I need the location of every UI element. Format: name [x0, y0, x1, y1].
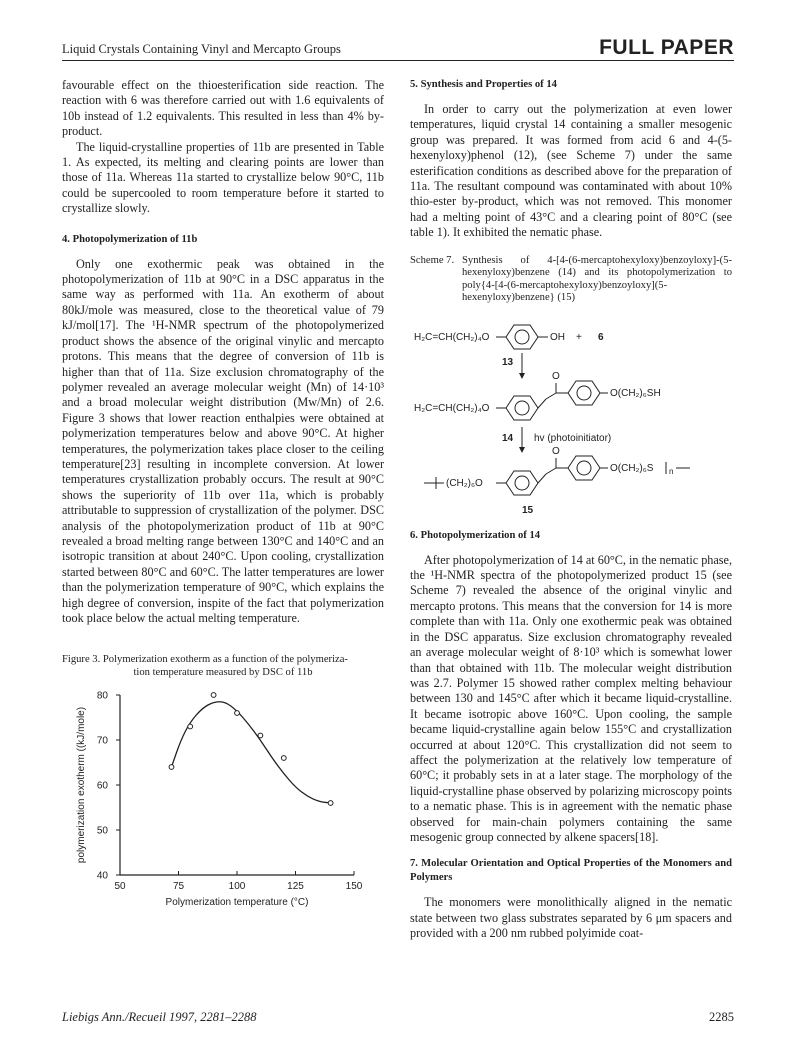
x-tick-label: 150: [345, 881, 363, 893]
x-axis-label: Polymerization temperature (°C): [165, 897, 309, 909]
y-tick-label: 40: [96, 870, 108, 882]
carbonyl-oxygen-polymer: O: [552, 445, 560, 457]
figure-caption-line1: Figure 3. Polymerization exotherm as a function of the polymeriza-: [62, 654, 348, 666]
compound-13-label: 13: [502, 356, 514, 368]
plus-sign: +: [576, 331, 582, 343]
paragraph: The monomers were monolithically aligned in the nematic state between two glass substrates separated by 6 μm spacers and provided with a 200 nm rubbed polyimide coat-: [410, 895, 732, 941]
section-label: FULL PAPER: [599, 36, 734, 59]
section-heading: 6. Photopolymerization of 14: [410, 529, 541, 541]
x-tick-label: 50: [114, 881, 126, 893]
y-tick-label: 50: [96, 825, 108, 837]
data-point: [258, 734, 263, 739]
x-tick-label: 100: [228, 881, 246, 893]
paragraph: favourable effect on the thioesterification side reaction. The reaction with 6 was therefore carried out with 1.6 equivalents of 10b instead of 1.2 equivalents. This resulted in less than 4% by-product.: [62, 78, 384, 139]
reagent-6: 6: [598, 331, 604, 343]
compound-15-label: 15: [522, 504, 534, 516]
page-number: 2285: [709, 1010, 734, 1024]
fit-curve: [171, 702, 330, 803]
paragraph: The liquid-crystalline properties of 11b are presented in Table 1. As expected, its melting and clearing points are lower than those of 11a. Whereas 11a started to crystallize below 90°C, 11b could be supercooled to room temperature before it started to crystallize slowly.: [62, 139, 384, 216]
y-tick-label: 60: [96, 780, 108, 792]
carbonyl-oxygen: O: [552, 370, 560, 382]
monomer-chain-label: H₂C=CH(CH₂)₄O: [414, 402, 490, 414]
exotherm-chart: [62, 683, 384, 915]
data-point: [169, 765, 174, 770]
data-point: [235, 711, 240, 716]
scheme-7-diagram: [410, 313, 732, 523]
header-rule: [62, 60, 734, 61]
figure-caption: [62, 654, 384, 679]
y-axis-label: polymerization exotherm ((kJ/mole): [76, 707, 87, 864]
right-column: [410, 78, 732, 942]
section-heading: 5. Synthesis and Properties of 14: [410, 79, 557, 90]
x-tick-label: 75: [172, 881, 185, 893]
repeat-unit-n: n: [669, 466, 674, 476]
data-point: [328, 801, 333, 806]
data-point: [281, 756, 286, 761]
paragraph: In order to carry out the polymerization at even lower temperatures, liquid crystal 14 containing a smaller mesogenic group was prepared. It was formed from acid 6 and 4-(5-hexenyloxy)phenol (12), (see Scheme 7) under the same esterification conditions as described above for the preparation of 11a. The resultant compound was contaminated with about 10% thio-ester by-product, which was not removed. This monomer had a melting point of 43°C and a clearing point of 80°C (see table 1). It exhibited the nematic phase.: [410, 102, 732, 240]
polymer-chain-label: (CH₂)₆O: [446, 477, 483, 489]
compound-14-label: 14: [502, 432, 514, 444]
paragraph: After photopolymerization of 14 at 60°C, in the nematic phase, the ¹H-NMR spectra of the photopolymerized product 15 (see Scheme 7) revealed the absence of the original vinylic and mercapto protons. This means that the conversion for 14 is more complete than with 11a. Only one exothermic peak was obtained in the DSC apparatus. Size exclusion chromatography revealed an average molecular weight of 8·10³ which is somewhat lower than that obtained with 11b. The molecular weight distribution was 2.7. Polymer 15 showed rather complex melting behaviour between 130 and 145°C after which it became liquid-crystalline. It became isotropic above 160°C. Upon cooling, the sample became liquid-crystalline again below 155°C and crystallization occurred at about 120°C. This crystallization did not seem to affect the polymerization at the relatively low temperature of 60°C; it probably sets in at a later stage. The morphology of the liquid-crystalline phase observed by polarizing microscopy points to a nematic phase. This is in agreement with the nematic phase observed for main-chain polymers containing the same mesogenic group connected by alkene spacers[18].: [410, 552, 732, 844]
scheme-caption-lead: Scheme 7.: [410, 254, 455, 266]
scheme-caption: [410, 255, 732, 305]
figure-caption-line2: tion temperature measured by DSC of 11b: [133, 666, 313, 678]
left-column: [62, 78, 384, 915]
section-heading: 4. Photopolymerization of 11b: [62, 233, 198, 245]
thiol-chain-label: O(CH₂)₆SH: [610, 387, 661, 399]
sulfide-chain-label: O(CH₂)₆S: [610, 462, 654, 474]
journal-citation: Liebigs Ann./Recueil 1997, 2281–2288: [62, 1010, 257, 1024]
scheme-caption-text: Synthesis of 4-[4-(6-mercaptohexyloxy)benzoyloxy]-(5-hexenyloxy)benzene (14) and its photopolymerization to poly{4-[4-(6-mercaptohexyloxy)benzoyloxy](5-hexenyloxy)benzene} (15): [462, 254, 732, 304]
data-point: [211, 693, 216, 698]
running-title: Liquid Crystals Containing Vinyl and Mercapto Groups: [62, 42, 341, 56]
photoinitiator-label: hv (photoinitiator): [534, 432, 612, 444]
y-tick-label: 80: [96, 690, 108, 702]
hydroxyl-label: OH: [550, 331, 565, 343]
paragraph: Only one exothermic peak was obtained in the photopolymerization of 11b at 90°C in a DSC apparatus in the same way as performed with 11a. An exotherm of about 80kJ/mole was measured, close to the theoretical value of 79 kJ/mol[17]. The ¹H-NMR spectrum of the photopolymerized product shows the absence of the original vinylic and mercapto protons. This means that the degree of conversion of 11b is higher than that of 11a. Size exclusion chromatography of the polymer revealed an average molecular weight (Mn) of 14·10³ and a broad molecular weight distribution (Mw/Mn) of 2.6. Figure 3 shows that lower reaction enthalpies were obtained at polymerization temperatures below and above 90°C. At higher temperatures, the polymerization takes place closer to the ceiling temperature[23] resulting in incomplete conversion. At lower temperatures crystallization probably occurs. The result at 90°C shows the superiority of 11b over 11a, which is probably attributable to suppression of crystallization of the polymer. DSC analysis of the photopolymerization product of 11b at 90°C revealed a broad melting range between 130°C and 140°C and an isotropic transition at about 240°C. Upon cooling, crystallization started between 80°C and 60°C. The latter temperatures are lower than the polymerization temperature of 90°C, which explains the high degree of conversion, inspite of the fact that polymerization took place below the actual melting temperature.: [62, 256, 384, 625]
x-tick-label: 125: [287, 881, 304, 893]
y-tick-label: 70: [96, 735, 108, 747]
section-heading: 7. Molecular Orientation and Optical Properties of the Monomers and Polymers: [410, 858, 732, 884]
data-point: [188, 725, 193, 730]
reactant-chain-label: H₂C=CH(CH₂)₄O: [414, 331, 490, 343]
